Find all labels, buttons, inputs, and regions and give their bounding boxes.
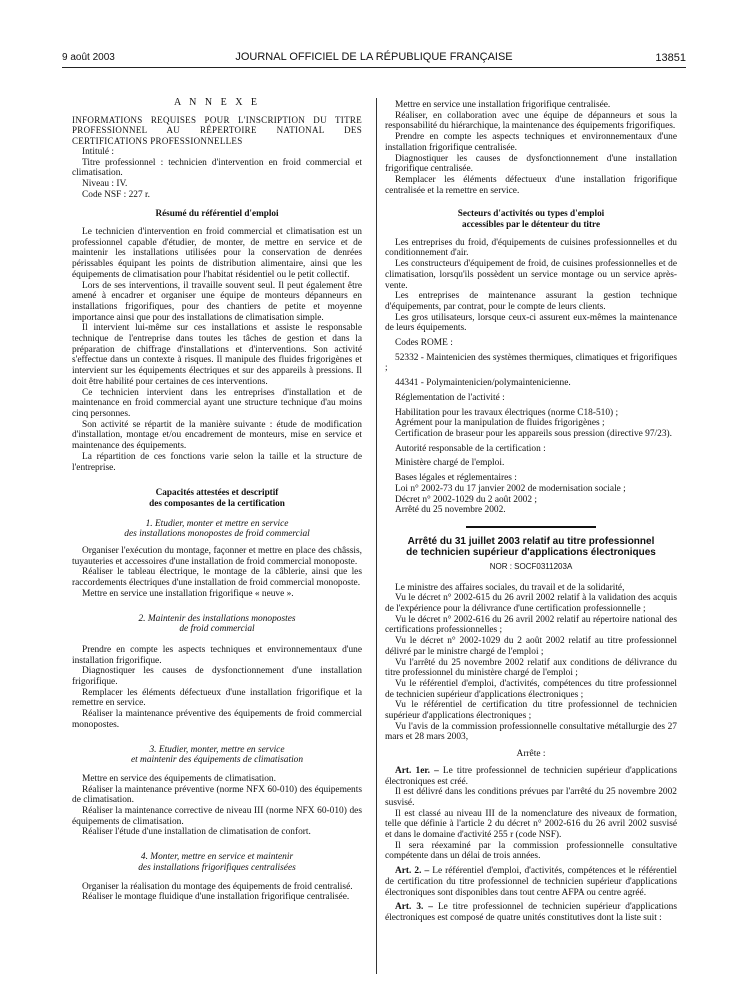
header-date: 9 août 2003 [62, 52, 115, 63]
section1-title: 1. Etudier, monter et mettre en service [145, 518, 289, 529]
article-2 [385, 866, 677, 898]
article-3-label: Art. 3. – [395, 902, 433, 913]
rome-label: Codes ROME : [395, 338, 453, 349]
secteurs-paragraph: Les entreprises de maintenance assurant la gestion technique d'équipements, par contrat, pour le compte de leurs clients. [385, 291, 677, 312]
bases-item: Loi n° 2002-73 du 17 janvier 2002 de modernisation sociale ; [395, 483, 626, 494]
article-1-text: Le titre professionnel de technicien supérieur d'applications électroniques est créé. [385, 765, 677, 787]
arrete-visa: Vu le décret n° 2002-616 du 26 avril 2002 relatif au répertoire national des certifications professionnelles ; [385, 614, 677, 636]
section3-paragraph: Réaliser la maintenance préventive (norme NFX 60-010) des équipements de climatisation. [72, 784, 362, 806]
section3-title-line2: et maintenir des équipements de climatisation [130, 755, 304, 766]
section4-continued: Prendre en compte les aspects techniques et environnementaux d'une installation frigorifique centralisée. [385, 132, 677, 153]
niveau: Niveau : IV. [82, 178, 128, 189]
left-column [72, 98, 362, 903]
section4-title-line2: des installations frigorifiques centralisées [138, 862, 296, 873]
section3-title: 3. Etudier, monter, mettre en service [149, 744, 285, 755]
capacites-heading-line2: des composantes de la certification [149, 497, 285, 508]
article-1-paragraph: Il est classé au niveau III de la nomenclature des niveaux de formation, telle que définie à l'article 2 du décret n° 2002-616 du 26 avril 2002 susvisé et dans le domaine d'activité 255 r (code NSF). [385, 808, 677, 841]
intitule-label: Intitulé : [82, 146, 115, 157]
section2-title: 2. Maintenir des installations monopostes [138, 613, 296, 624]
article-1-paragraph: Il est délivré dans les conditions prévues par l'arrêté du 25 novembre 2002 susvisé. [385, 787, 677, 808]
article-3-text: Le titre professionnel de technicien supérieur d'applications électroniques est composé de quatre unités constitutives dont la liste suit : [385, 902, 677, 923]
bases-item: Décret n° 2002-1029 du 2 août 2002 ; [395, 494, 538, 505]
header-journal-title: JOURNAL OFFICIEL DE LA RÉPUBLIQUE FRANÇAISE [235, 51, 513, 63]
section1-title-line2: des installations monopostes de froid commercial [124, 529, 310, 540]
section4-paragraph: Réaliser le montage fluidique d'une installation frigorifique centralisée. [82, 892, 350, 903]
arrete-visa: Vu le référentiel de certification du titre professionnel de technicien supérieur d'applications électroniques ; [385, 700, 677, 722]
nor-reference: NOR : SOCF0311203A [489, 561, 573, 571]
arrete-keyword: Arrête : [516, 749, 546, 760]
autorite-label: Autorité responsable de la certification : [395, 443, 546, 454]
section1-paragraph: Réaliser le tableau électrique, le montage de la câblerie, ainsi que les raccordements électriques d'une installation de froid commercial monoposte. [72, 567, 362, 589]
section2-paragraph: Réaliser la maintenance préventive des équipements de froid commercial monopostes. [72, 709, 362, 730]
article-1-label: Art. 1er. – [395, 765, 439, 776]
resume-paragraph: Ce technicien intervient dans les entreprises d'installation et de maintenance en froid commercial ayant une structure technique d'au moins cinq personnes. [72, 387, 362, 419]
page-header [62, 52, 686, 66]
section1-paragraph: Organiser l'exécution du montage, façonner et mettre en place des châssis, tuyauteries et accessoires d'une installation de froid commercial monoposte. [72, 546, 362, 567]
section4-title: 4. Monter, mettre en service et maintenir [140, 852, 294, 863]
bases-item: Arrêté du 25 novembre 2002. [395, 505, 506, 516]
section-separator [466, 526, 596, 528]
secteurs-paragraph: Les constructeurs d'équipement de froid, de cuisines professionnelles et de climatisation, lorsqu'ils possèdent un service montage ou un service après-vente. [385, 259, 677, 291]
arrete-title-line2: de technicien supérieur d'applications électroniques [406, 546, 656, 558]
section4-paragraph: Organiser la réalisation du montage des équipements de froid centralisé. [82, 881, 353, 892]
arrete-title-line1: Arrêté du 31 juillet 2003 relatif au titre professionnel [407, 535, 655, 547]
arrete-visa: Vu le décret n° 2002-615 du 26 avril 2002 relatif à la validation des acquis de l'expérience pour la délivrance d'une certification professionnelle ; [385, 593, 677, 615]
section2-paragraph: Prendre en compte les aspects techniques et environnementaux d'une installation frigorifique. [72, 644, 362, 666]
resume-paragraph: Son activité se répartit de la manière suivante : étude de modification d'installation, montage et/ou encadrement de monteurs, mise en service et maintenance des équipements. [72, 419, 362, 452]
reglementation-item: Certification de braseur pour les appareils sous pression (directive 97/23). [395, 428, 673, 439]
section1-paragraph: Mettre en service une installation frigorifique « neuve ». [82, 588, 294, 599]
reglementation-item: Agrément pour la manipulation de fluides frigorigènes ; [395, 418, 605, 429]
annex-title: INFORMATIONS REQUISES POUR L'INSCRIPTION DU TITRE PROFESSIONNEL AU RÉPERTOIRE NATIONAL DES CERTIFICATIONS PROFESSIONNELLES [72, 114, 362, 147]
header-rule [62, 67, 686, 68]
intitule-text: Titre professionnel : technicien d'intervention en froid commercial et climatisation. [72, 157, 362, 179]
secteurs-paragraph: Les entreprises du froid, d'équipements de cuisines professionnelles et du conditionnement d'air. [385, 237, 677, 259]
resume-paragraph: Le technicien d'intervention en froid commercial et climatisation est un professionnel capable d'étudier, de monter, de mettre en service et de maintenir les installations utilisées pour la conservation de denrées périssables équipant les points de distribution alimentaire, ainsi que les équipements de climatisation pour l'habitat résidentiel ou le petit collectif. [72, 227, 362, 280]
arrete-visa: Vu l'arrêté du 25 novembre 2002 relatif aux conditions de délivrance du titre professionnel du ministère chargé de l'emploi ; [385, 657, 677, 679]
reglementation-item: Habilitation pour les travaux électriques (norme C18-510) ; [395, 407, 619, 418]
annex-heading: A N N E X E [173, 97, 261, 108]
autorite-text: Ministère chargé de l'emploi. [395, 458, 505, 469]
resume-paragraph: La répartition de ces fonctions varie selon la taille et la structure de l'entreprise. [72, 451, 362, 473]
section4-continued: Réaliser, en collaboration avec une équipe de dépanneurs et sous la responsabilité du hiérarchique, la maintenance des équipements frigorifiques. [385, 110, 677, 132]
resume-paragraph: Il intervient lui-même sur ces installations et assiste le responsable technique de l'entreprise dans toutes les tâches de gestion et dans la préparation de chiffrage d'installations et d'interventions. Son activité s'effectue dans un contexte à risques. Il manipule des fluides frigorigènes et intervient sur les équipements électriques et sur des appareils à pressions. Il doit être habilité pour certaines de ces interventions. [72, 323, 362, 387]
resume-paragraph: Lors de ses interventions, il travaille souvent seul. Il peut également être amené à encadrer et organiser une équipe de monteurs dépanneurs en installations frigorifiques, pour des chantiers de petite et moyenne importance ainsi que pour des installations de climatisation simple. [72, 280, 362, 323]
section4-continued: Diagnostiquer les causes de dysfonctionnement d'une installation frigorifique centralisée. [385, 153, 677, 175]
section3-paragraph: Réaliser la maintenance corrective de niveau III (norme NFX 60-010) des équipements de climatisation. [72, 806, 362, 827]
section2-paragraph: Remplacer les éléments défectueux d'une installation frigorifique et la remettre en service. [72, 687, 362, 709]
article-2-label: Art. 2. – [395, 866, 430, 877]
section4-continued: Remplacer les éléments défectueux d'une installation frigorifique centralisée et la remettre en service. [385, 174, 677, 196]
rome-code: 44341 - Polymaintenicien/polymaintenicienne. [395, 378, 571, 389]
secteurs-heading-line1: Secteurs d'activités ou types d'emploi [457, 208, 605, 219]
section2-paragraph: Diagnostiquer les causes de dysfonctionnement d'une installation frigorifique. [72, 666, 362, 688]
article-1-paragraph: Il sera réexaminé par la commission professionnelle consultative compétente dans un délai de trois années. [385, 840, 677, 862]
header-page-number: 13851 [655, 52, 686, 64]
section2-title-line2: de froid commercial [179, 624, 255, 635]
section3-paragraph: Mettre en service des équipements de climatisation. [82, 773, 276, 784]
bases-label: Bases légales et réglementaires : [395, 473, 517, 484]
section4-continued: Mettre en service une installation frigorifique centralisée. [395, 100, 611, 110]
rome-code: 52332 - Maintenicien des systèmes thermiques, climatiques et frigorifiques ; [385, 352, 677, 374]
column-divider [376, 98, 377, 974]
arrete-preamble: Le ministre des affaires sociales, du travail et de la solidarité, [395, 582, 625, 593]
article-3 [385, 902, 677, 923]
reglementation-label: Réglementation de l'activité : [395, 392, 505, 403]
code-nsf: Code NSF : 227 r. [82, 189, 150, 200]
resume-heading: Résumé du référentiel d'emploi [155, 208, 279, 219]
right-column [385, 100, 677, 924]
arrete-visa: Vu l'avis de la commission professionnelle consultative métallurgie des 27 mars et 28 mars 2003, [385, 721, 677, 743]
article-1 [385, 766, 677, 787]
capacites-heading-line1: Capacités attestées et descriptif [155, 487, 279, 498]
arrete-visa: Vu le référentiel d'emploi, d'activités, compétences du titre professionnel de technicien supérieur d'applications électroniques ; [385, 678, 677, 700]
section3-paragraph: Réaliser l'étude d'une installation de climatisation de confort. [82, 827, 311, 838]
secteurs-paragraph: Les gros utilisateurs, lorsque ceux-ci assurent eux-mêmes la maintenance de leurs équipements. [385, 312, 677, 334]
article-2-text: Le référentiel d'emploi, d'activités, compétences et le référentiel de certification du titre professionnel de technicien supérieur d'applications électroniques sont disponibles dans tout centre AFPA ou centre agréé. [385, 866, 677, 898]
secteurs-heading-line2: accessibles par le détenteur du titre [461, 219, 601, 230]
arrete-visa: Vu le décret n° 2002-1029 du 2 août 2002 relatif au titre professionnel délivré par le ministre chargé de l'emploi ; [385, 636, 677, 657]
